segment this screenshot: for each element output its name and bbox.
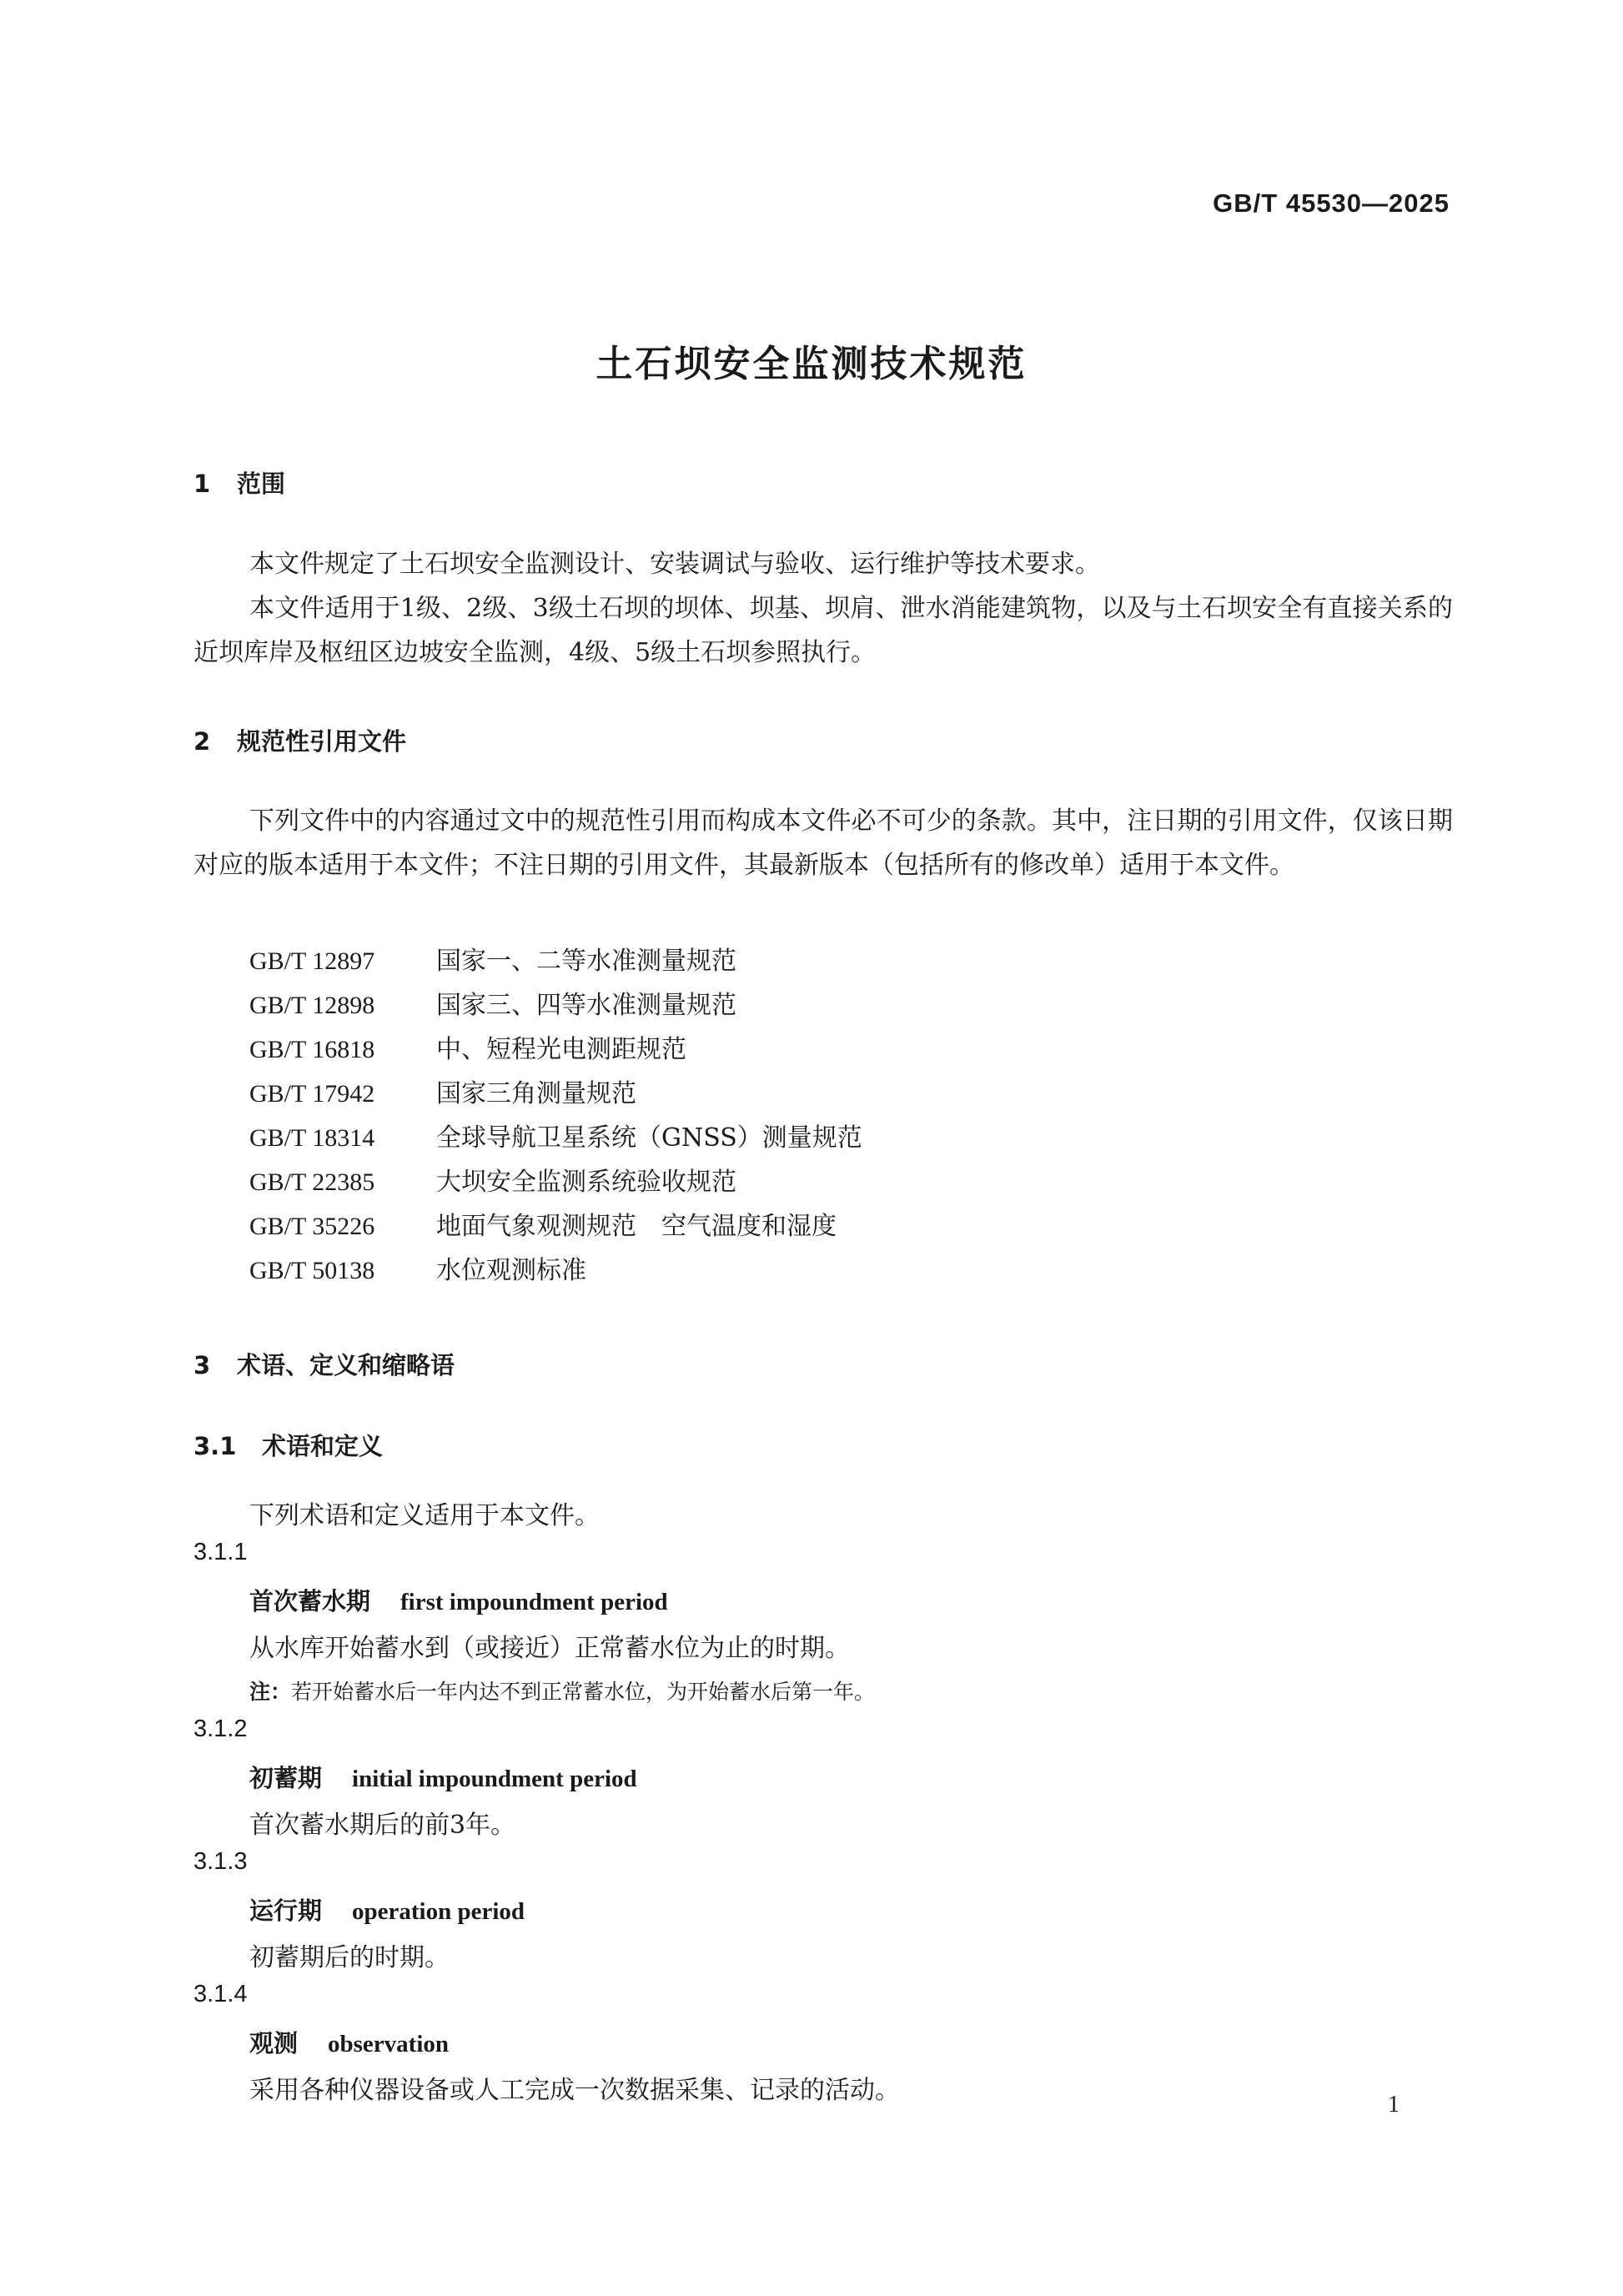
reference-title: 国家一、二等水准测量规范 — [436, 947, 736, 976]
reference-code: GB/T 50138 — [249, 1257, 375, 1284]
reference-item — [249, 1117, 862, 1153]
term-heading — [249, 1583, 668, 1617]
section-number: 2 — [193, 727, 211, 756]
subsection-number: 3.1 — [193, 1432, 237, 1460]
section-2-heading — [193, 723, 406, 757]
term-definition: 从水库开始蓄水到（或接近）正常蓄水位为止的时期。 — [249, 1634, 850, 1663]
reference-item — [249, 1249, 586, 1286]
section-title: 规范性引用文件 — [237, 727, 407, 756]
reference-code: GB/T 35226 — [249, 1213, 375, 1240]
note-label: 注： — [249, 1680, 292, 1704]
term-zh: 观测 — [249, 2029, 299, 2057]
reference-item — [249, 1161, 736, 1198]
term-zh: 运行期 — [249, 1897, 323, 1925]
reference-title: 大坝安全监测系统验收规范 — [436, 1168, 736, 1197]
term-definition: 初蓄期后的时期。 — [249, 1943, 450, 1972]
term-en: first impoundment period — [400, 1589, 668, 1615]
term-number: 3.1.3 — [193, 1848, 248, 1875]
term-zh: 首次蓄水期 — [249, 1587, 371, 1615]
reference-code: GB/T 18314 — [249, 1124, 375, 1152]
reference-code: GB/T 12898 — [249, 992, 375, 1019]
term-number: 3.1.1 — [193, 1539, 248, 1565]
reference-item — [249, 1205, 837, 1242]
section-number: 3 — [193, 1351, 211, 1379]
standard-number: GB/T 45530—2025 — [1213, 188, 1450, 218]
term-definition: 首次蓄水期后的前3年。 — [249, 1811, 516, 1840]
reference-title: 国家三角测量规范 — [436, 1079, 636, 1108]
term-definition: 采用各种仪器设备或人工完成一次数据采集、记录的活动。 — [249, 2076, 900, 2105]
term-en: operation period — [352, 1898, 525, 1925]
section-1-paragraph-2: 本文件适用于1级、2级、3级土石坝的坝体、坝基、坝肩、泄水消能建筑物，以及与土石坝安全有直接关系的近坝库岸及枢纽区边坡安全监测，4级、5级土石坝参照执行。 — [193, 594, 1453, 667]
reference-code: GB/T 12897 — [249, 947, 375, 975]
term-note — [249, 1676, 875, 1706]
reference-title: 中、短程光电测距规范 — [436, 1035, 686, 1064]
reference-item — [249, 1028, 686, 1065]
section-2-intro: 下列文件中的内容通过文中的规范性引用而构成本文件必不可少的条款。其中，注日期的引用文件，仅该日期对应的版本适用于本文件；不注日期的引用文件，其最新版本（包括所有的修改单）适用于本文件。 — [193, 806, 1453, 880]
reference-title: 地面气象观测规范 空气温度和湿度 — [436, 1212, 837, 1241]
section-1-paragraph-1: 本文件规定了土石坝安全监测设计、安装调试与验收、运行维护等技术要求。 — [249, 550, 1100, 579]
subsection-3-1-intro: 下列术语和定义适用于本文件。 — [249, 1501, 600, 1530]
section-3-heading — [193, 1347, 455, 1381]
subsection-3-1-heading — [193, 1428, 383, 1462]
subsection-title: 术语和定义 — [262, 1432, 384, 1460]
reference-title: 水位观测标准 — [436, 1256, 586, 1285]
term-heading — [249, 1760, 637, 1794]
section-title: 范围 — [237, 470, 286, 498]
note-text: 若开始蓄水后一年内达不到正常蓄水位，为开始蓄水后第一年。 — [291, 1680, 876, 1704]
term-heading — [249, 2025, 449, 2059]
page-number: 1 — [1388, 2092, 1399, 2118]
reference-code: GB/T 22385 — [249, 1168, 375, 1196]
reference-title: 国家三、四等水准测量规范 — [436, 991, 736, 1020]
term-en: initial impoundment period — [352, 1766, 637, 1792]
term-heading — [249, 1892, 525, 1927]
reference-code: GB/T 17942 — [249, 1080, 375, 1108]
reference-title: 全球导航卫星系统（GNSS）测量规范 — [436, 1123, 862, 1153]
document-title: 土石坝安全监测技术规范 — [595, 343, 1028, 385]
term-number: 3.1.2 — [193, 1716, 248, 1742]
reference-item — [249, 1073, 636, 1109]
term-zh: 初蓄期 — [249, 1764, 323, 1792]
section-title: 术语、定义和缩略语 — [237, 1351, 455, 1379]
reference-item — [249, 984, 736, 1021]
section-number: 1 — [193, 470, 211, 498]
section-1-heading — [193, 465, 285, 500]
reference-code: GB/T 16818 — [249, 1036, 375, 1063]
reference-item — [249, 940, 736, 977]
term-number: 3.1.4 — [193, 1981, 248, 2007]
term-en: observation — [328, 2031, 450, 2057]
